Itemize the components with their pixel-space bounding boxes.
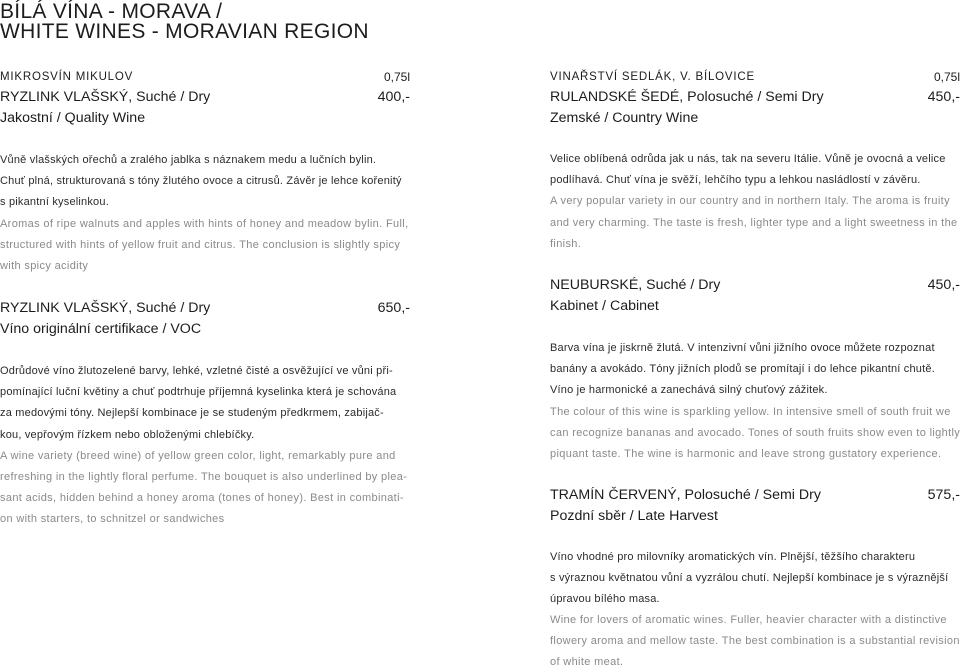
winery-section-mikrosvin <box>0 0 410 668</box>
wine-description-english <box>550 614 960 668</box>
description-line: with spicy acidity <box>0 259 89 272</box>
winery-section-sedlak <box>550 0 960 668</box>
description-line: Víno je harmonické a zanechává silný chuťový zážitek. <box>550 384 828 397</box>
description-line: podlíhavá. Chuť vína je svěží, lehčího typu a lehkou nasládlostí v závěru. <box>550 174 921 187</box>
wine-description <box>550 342 960 460</box>
description-line: of white meat. <box>550 656 624 668</box>
description-line: sant acids, hidden behind a honey aroma (tones of honey). Best in combinati- <box>0 492 404 505</box>
description-line: and very charming. The taste is fresh, lighter type and a light sweetness in the <box>550 216 958 229</box>
description-line: The colour of this wine is sparkling yellow. In intensive smell of south fruit we <box>550 405 951 418</box>
wine-price: 450,- <box>927 89 960 105</box>
wine-name-row <box>0 89 410 105</box>
wine-price: 575,- <box>927 487 960 503</box>
winery-name: MIKROSVÍN MIKULOV <box>0 71 134 83</box>
wine-name-row <box>550 277 960 293</box>
wine-name: RULANDSKÉ ŠEDÉ, Polosuché / Semi Dry <box>550 89 824 105</box>
description-line: Velice oblíbená odrůda jak u nás, tak na severu Itálie. Vůně je ovocná a velice <box>550 153 946 165</box>
wine-classification: Jakostní / Quality Wine <box>0 110 146 126</box>
wine-name-row <box>550 89 960 105</box>
description-line: refreshing in the lightly floral perfume. The bouquet is also underlined by plea- <box>0 470 408 483</box>
wine-item <box>0 300 410 526</box>
wine-item <box>0 89 410 272</box>
wine-name: RYZLINK VLAŠSKÝ, Suché / Dry <box>0 300 211 316</box>
description-line: s pikantní kyselinkou. <box>0 196 109 209</box>
description-line: Odrůdové víno žlutozelené barvy, lehké, vzletné čisté a osvěžující ve vůni při- <box>0 365 393 377</box>
wine-name: TRAMÍN ČERVENÝ, Polosuché / Semi Dry <box>550 487 821 503</box>
wine-price: 400,- <box>377 89 410 105</box>
wine-price: 650,- <box>377 300 410 316</box>
description-line: Aromas of ripe walnuts and apples with hints of honey and meadow bylin. Full, <box>0 217 409 230</box>
wine-description-english <box>550 195 960 249</box>
description-line: flowery aroma and mellow taste. The best combination is a substantial revision <box>550 635 960 647</box>
wine-description-english <box>550 406 960 460</box>
description-line: piquant taste. The wine is harmonic and leave strong gustatory experience. <box>550 447 942 460</box>
description-line: Víno vhodné pro milovníky aromatických vín. Plnější, těžšího charakteru <box>550 551 916 563</box>
wine-description-english <box>0 450 410 526</box>
wine-name: RYZLINK VLAŠSKÝ, Suché / Dry <box>0 89 211 105</box>
description-line: kou, vepřovým řízkem nebo obloženými chlebíčky. <box>0 428 255 441</box>
wine-description <box>550 551 960 668</box>
page-title-line-english: WHITE WINES - MORAVIAN REGION <box>0 20 369 43</box>
wine-description-czech <box>550 342 960 396</box>
description-line: s výraznou květnatou vůní a vyzrálou chutí. Nejlepší kombinace je s výraznější <box>550 572 949 584</box>
bottle-volume: 0,75l <box>933 70 960 84</box>
description-line: Vůně vlašských ořechů a zralého jablka s náznakem medu a lučních bylin. <box>0 154 377 166</box>
wine-name: NEUBURSKÉ, Suché / Dry <box>550 277 721 293</box>
wine-name-row <box>0 300 410 316</box>
description-line: pomínající luční květiny a chuť podtrhuje příjemná kyselinka která je schována <box>0 386 397 399</box>
wine-classification: Kabinet / Cabinet <box>550 298 659 314</box>
wine-classification: Pozdní sběr / Late Harvest <box>550 508 718 524</box>
wine-price: 450,- <box>927 277 960 293</box>
wine-description <box>0 154 410 272</box>
description-line: Barva vína je jiskrně žlutá. V intenzivní vůni jižního ovoce můžete rozpoznat <box>550 342 935 354</box>
winery-header <box>550 70 960 84</box>
description-line: A wine variety (breed wine) of yellow green color, light, remarkably pure and <box>0 449 396 462</box>
wine-item <box>550 277 960 460</box>
wine-name-row <box>550 487 960 503</box>
wine-description-czech <box>550 153 960 186</box>
wine-description-czech <box>0 365 410 441</box>
description-line: can recognize bananas and avocado. Tones of south fruits show even to lightly <box>550 426 960 439</box>
bottle-volume: 0,75l <box>383 70 410 84</box>
wine-description-czech <box>550 551 960 605</box>
description-line: Chuť plná, strukturovaná s tóny žlutého ovoce a citrusů. Závěr je lehce kořenitý <box>0 175 402 188</box>
description-line: úpravou bílého masa. <box>550 593 660 605</box>
description-line: structured with hints of yellow fruit and citrus. The conclusion is slightly spicy <box>0 238 401 251</box>
description-line: za medovými tóny. Nejlepší kombinace je se studeným předkrmem, zabijač- <box>0 407 384 420</box>
wine-item <box>550 487 960 668</box>
wine-description <box>0 365 410 525</box>
wine-classification: Víno originální certifikace / VOC <box>0 321 202 337</box>
page-title-line-czech: BÍLÁ VÍNA - MORAVA / <box>0 0 223 23</box>
wine-description <box>550 153 960 250</box>
winery-name: VINAŘSTVÍ SEDLÁK, V. BÍLOVICE <box>550 71 755 83</box>
wine-classification: Zemské / Country Wine <box>550 110 699 126</box>
description-line: on with starters, to schnitzel or sandwiches <box>0 513 225 526</box>
wine-item <box>550 89 960 250</box>
description-line: banány a avokádo. Tóny jižních plodů se promítají i do lehce pikantní chutě. <box>550 363 935 376</box>
winery-header <box>0 70 410 84</box>
description-line: finish. <box>550 237 582 250</box>
wine-description-english <box>0 218 410 272</box>
description-line: A very popular variety in our country and in northern Italy. The aroma is fruity <box>550 195 950 208</box>
wine-description-czech <box>0 154 410 208</box>
description-line: Wine for lovers of aromatic wines. Fuller, heavier character with a distinctive <box>550 614 947 626</box>
